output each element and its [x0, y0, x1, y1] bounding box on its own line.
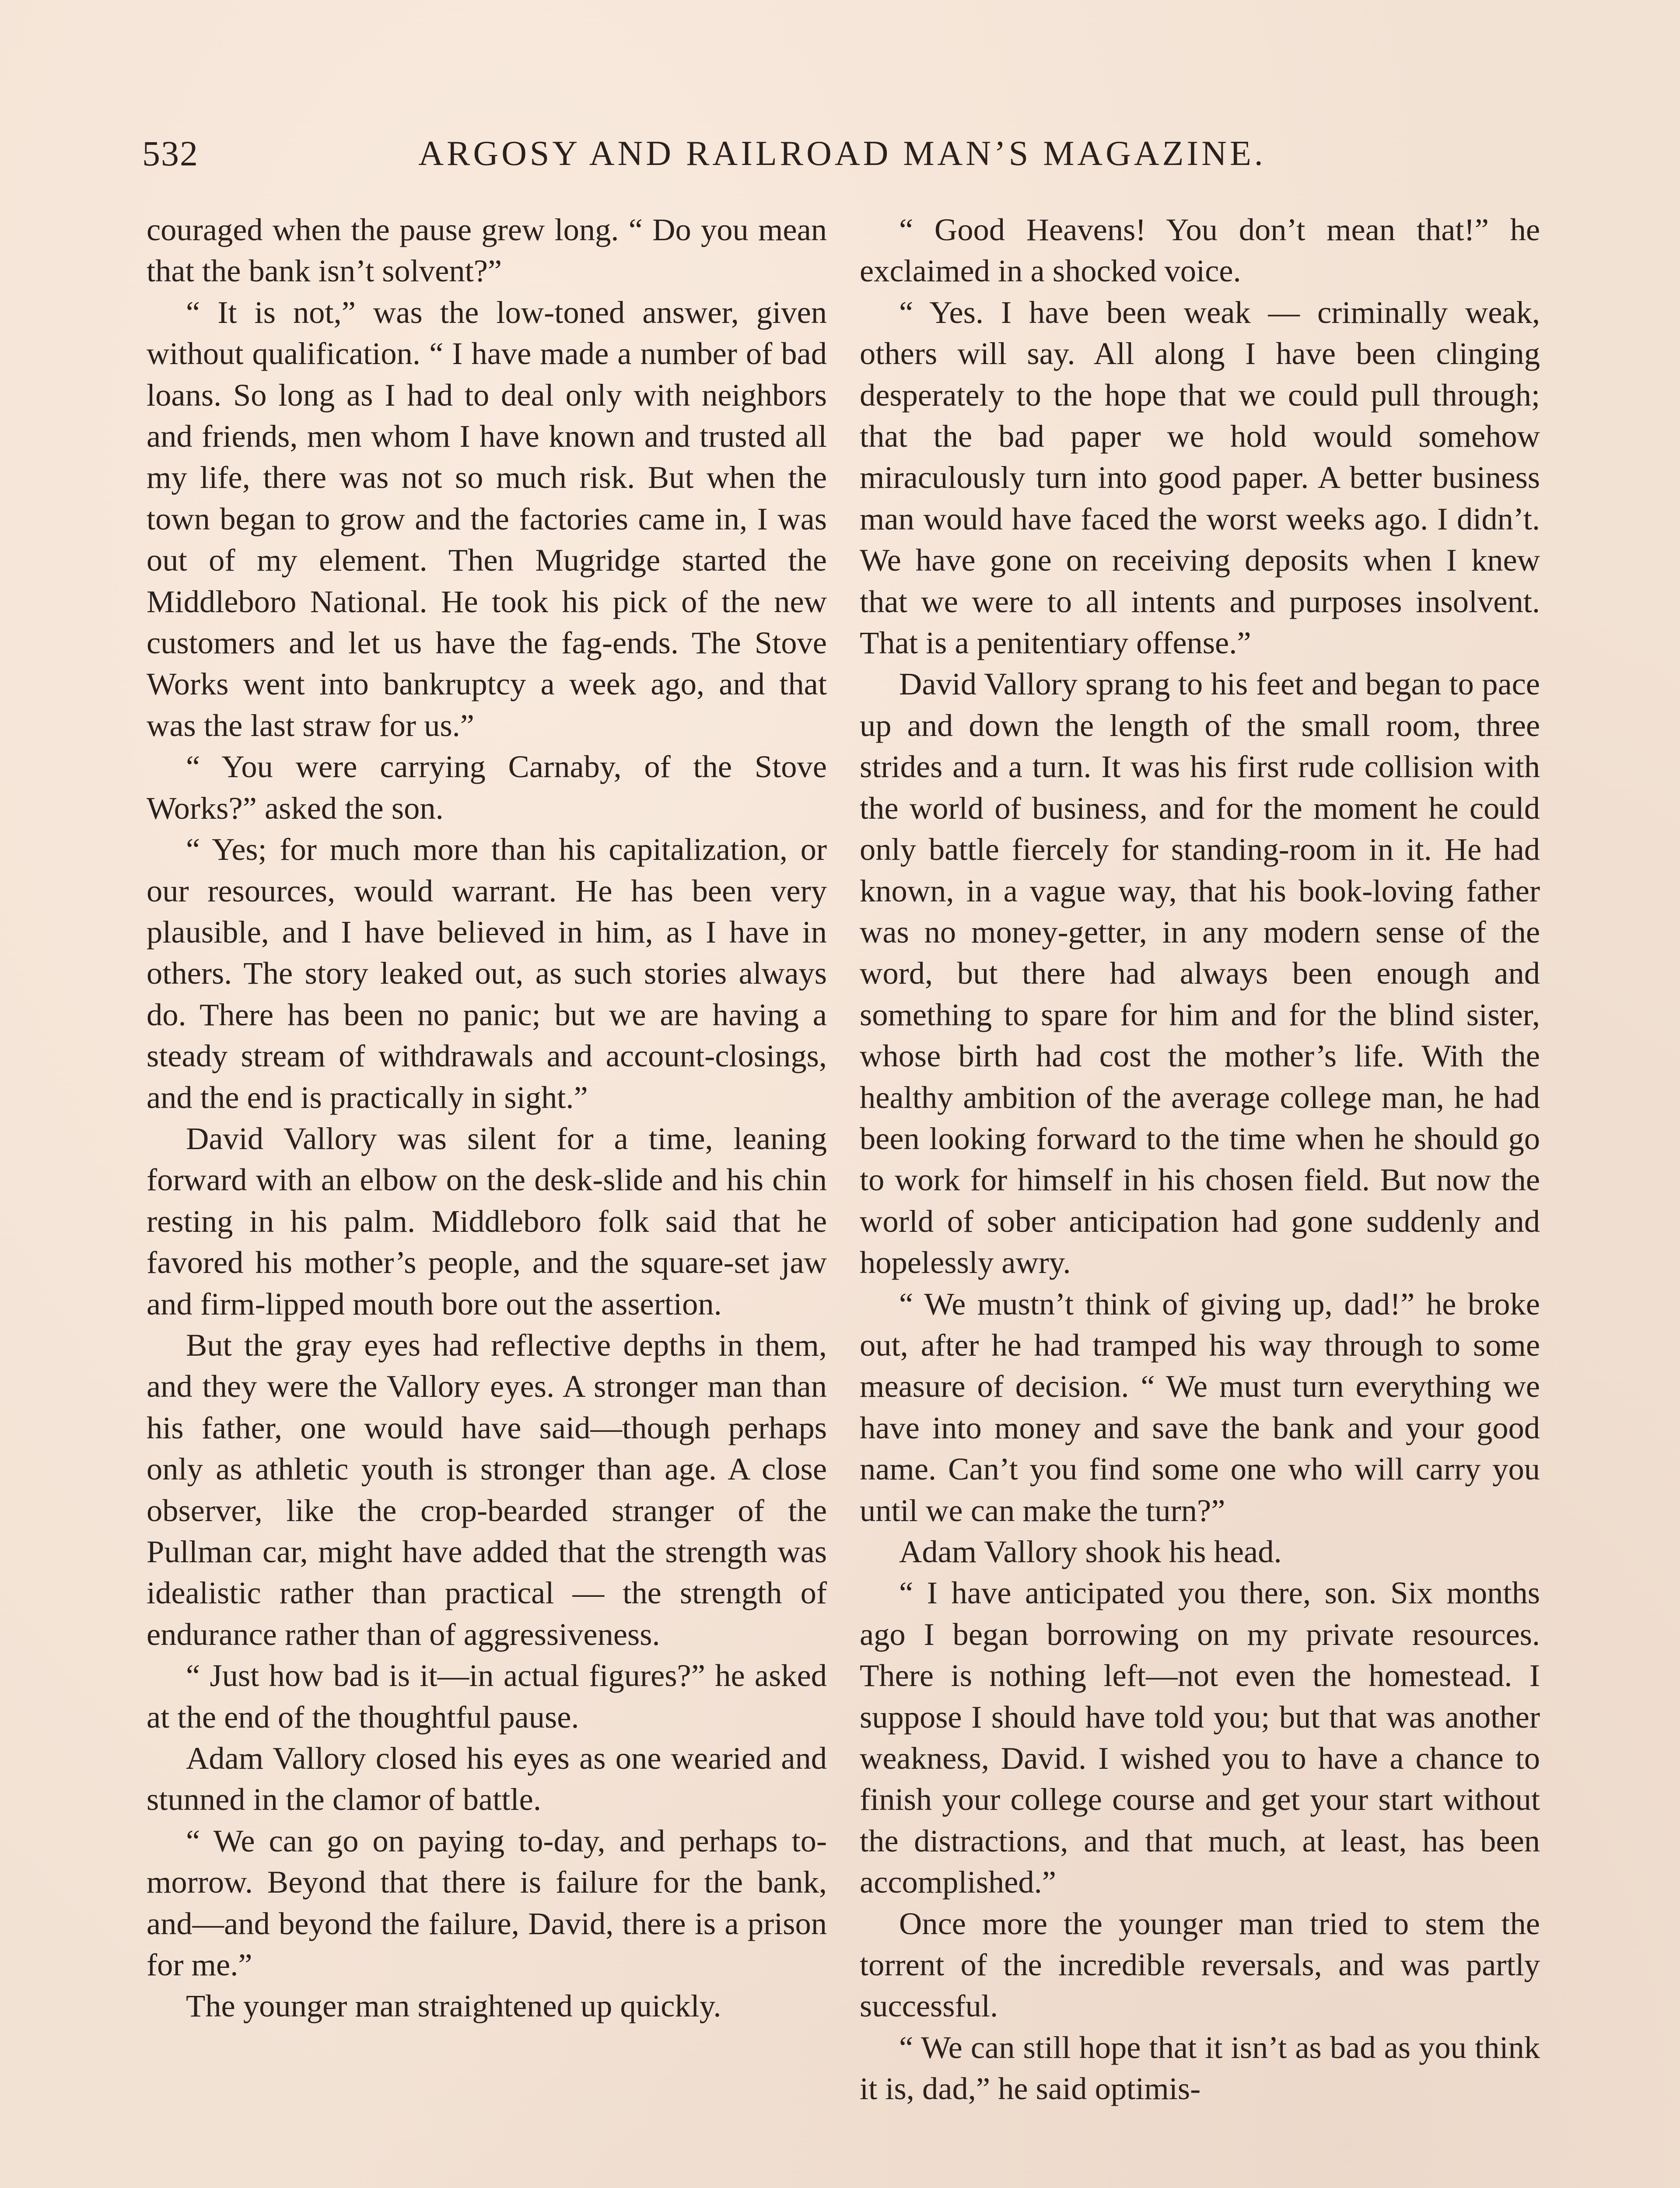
paragraph: “ It is not,” was the low-toned answer, given without qualification. “ I have made a number of bad loans. So long as I had to deal only with neighbors and friends, men whom I have known and trusted all my life, there was not so much risk. But when the town began to grow and the factories came in, I was out of my element. Then Mugridge started the Middleboro National. He took his pick of the new customers and let us have the fag-ends. The Stove Works went into bankruptcy a week ago, and that was the last straw for us.” — [147, 294, 827, 743]
paragraph: “ We mustn’t think of giving up, dad!” he broke out, after he had tramped his way through to some measure of decision. “ We must turn everything we have into money and save the bank and your good name. Can’t you find some one who will carry you until we can make the turn?” — [860, 1286, 1540, 1528]
paragraph: David Vallory sprang to his feet and began to pace up and down the length of the small room, three strides and a turn. It was his first rude collision with the world of business, and for the moment he could only battle fiercely for standing-room in it. He had known, in a vague way, that his book-loving father was no money-getter, in any modern sense of the word, but there had always been enough and something to spare for him and for the blind sister, whose birth had cost the mother’s life. With the healthy ambition of the average college man, he had been looking forward to the time when he should go to work for himself in his chosen field. But now the world of sober anticipation had gone suddenly and hopelessly awry. — [860, 666, 1540, 1280]
paragraph: “ We can go on paying to-day, and perhaps to-morrow. Beyond that there is failure for the bank, and—and beyond the failure, David, there is a prison for me.” — [147, 1823, 827, 1983]
running-title: ARGOSY AND RAILROAD MAN’S MAGAZINE. — [418, 134, 1266, 173]
page-number: 532 — [142, 133, 199, 173]
paragraph: The younger man straightened up quickly. — [186, 1988, 721, 2024]
paragraph: Once more the younger man tried to stem the torrent of the incredible reversals, and was partly successful. — [860, 1905, 1540, 2024]
paragraph: couraged when the pause grew long. “ Do you mean that the bank isn’t solvent?” — [147, 212, 827, 289]
paragraph: “ Good Heavens! You don’t mean that!” he exclaimed in a shocked voice. — [860, 212, 1540, 289]
paragraph: Adam Vallory shook his head. — [899, 1534, 1282, 1569]
paragraph: “ You were carrying Carnaby, of the Stove Works?” asked the son. — [147, 749, 827, 826]
paragraph: “ We can still hope that it isn’t as bad as you think it is, dad,” he said optimis- — [860, 2029, 1540, 2107]
paragraph: Adam Vallory closed his eyes as one wearied and stunned in the clamor of battle. — [147, 1740, 827, 1817]
paragraph: “ Just how bad is it—in actual figures?” he asked at the end of the thoughtful pause. — [147, 1658, 827, 1735]
right-column — [860, 209, 1540, 2110]
paragraph: But the gray eyes had reflective depths in them, and they were the Vallory eyes. A stronger man than his father, one would have said—though perhaps only as athletic youth is stronger than age. A close observer, like the crop-bearded stranger of the Pullman car, might have added that the strength was idealistic rather than practical — the strength of endurance rather than of aggressiveness. — [147, 1327, 827, 1652]
page-header — [0, 130, 1680, 182]
paragraph: “ Yes. I have been weak — criminally weak, others will say. All along I have been clinging desperately to the hope that we could pull through; that the bad paper we hold would somehow miraculously turn into good paper. A better business man would have faced the worst weeks ago. I didn’t. We have gone on receiving deposits when I knew that we were to all intents and purposes insolvent. That is a penitentiary offense.” — [860, 294, 1540, 661]
left-column — [147, 209, 827, 2027]
paragraph: “ Yes; for much more than his capitalization, or our resources, would warrant. He has been very plausible, and I have believed in him, as I have in others. The story leaked out, as such stories always do. There has been no panic; but we are having a steady stream of withdrawals and account-closings, and the end is practically in sight.” — [147, 831, 827, 1115]
paragraph: “ I have anticipated you there, son. Six months ago I began borrowing on my private resources. There is nothing left—not even the homestead. I suppose I should have told you; but that was another weakness, David. I wished you to have a chance to finish your college course and get your start without the distractions, and that much, at least, has been accomplished.” — [860, 1575, 1540, 1900]
paragraph: David Vallory was silent for a time, leaning forward with an elbow on the desk-slide and his chin resting in his palm. Middleboro folk said that he favored his mother’s people, and the square-set jaw and firm-lipped mouth bore out the assertion. — [147, 1120, 827, 1322]
